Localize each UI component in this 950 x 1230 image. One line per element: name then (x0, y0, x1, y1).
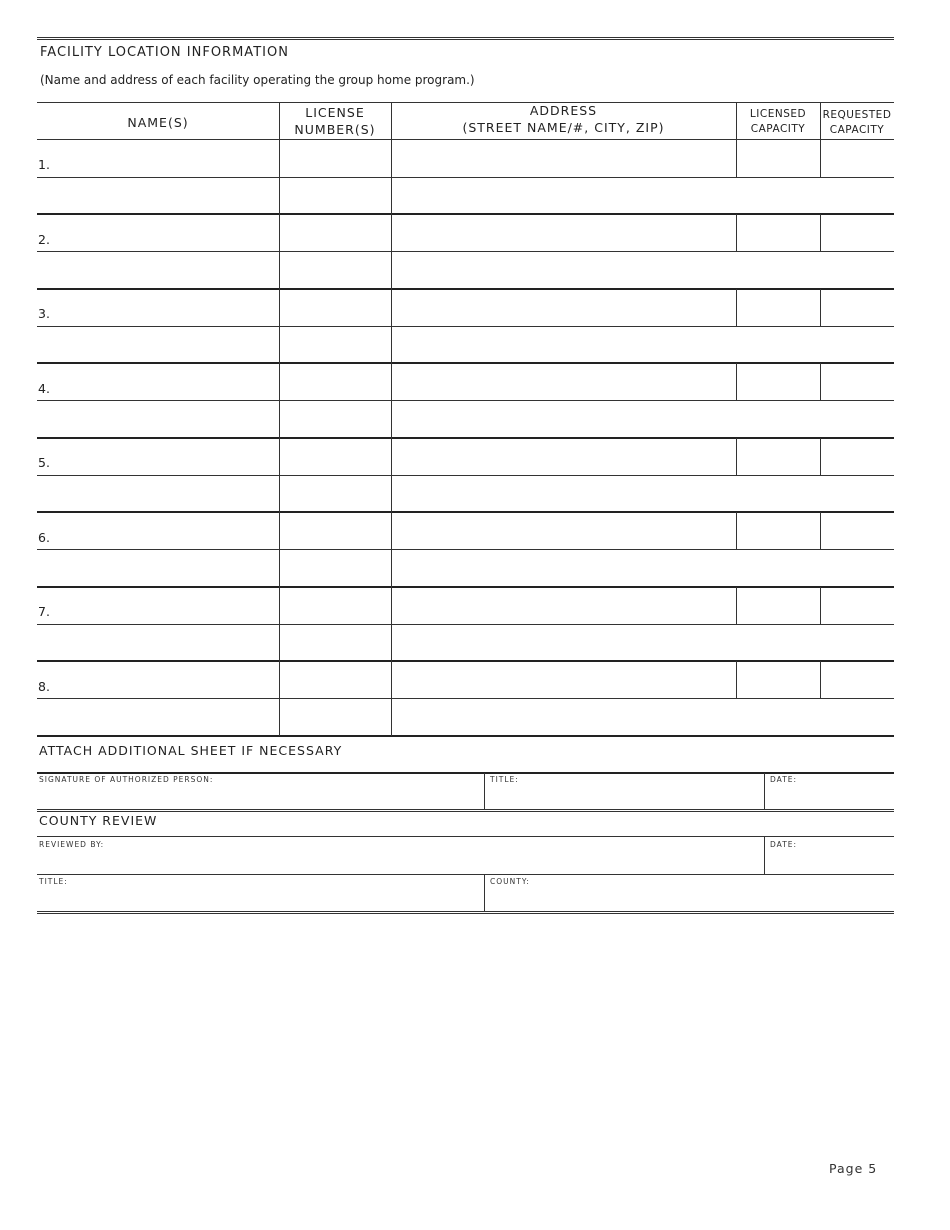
signature-title-field[interactable] (485, 773, 764, 809)
header-licensed-line1: LICENSED (749, 108, 807, 120)
capacity-divider (736, 363, 737, 400)
header-requested-line2: CAPACITY (829, 124, 885, 136)
county-review-title-field[interactable] (37, 875, 484, 911)
row-number: 1. (38, 157, 50, 172)
county-label: COUNTY: (490, 877, 530, 886)
signature-label: SIGNATURE OF AUTHORIZED PERSON: (39, 775, 214, 784)
row-split-rule (37, 698, 894, 699)
row-number: 6. (38, 530, 50, 545)
header-license-line2: NUMBER(S) (294, 122, 376, 137)
capacity-divider (820, 289, 821, 326)
attach-note: ATTACH ADDITIONAL SHEET IF NECESSARY (39, 743, 343, 758)
header-address (391, 102, 736, 136)
page-number: Page 5 (829, 1161, 878, 1176)
row-split-rule (37, 400, 894, 401)
reviewed-by-field[interactable] (37, 837, 764, 874)
section-subtitle: (Name and address of each facility operating the group home program.) (40, 73, 475, 87)
row-number: 2. (38, 232, 50, 247)
header-licensed-capacity (736, 107, 820, 137)
capacity-divider (820, 587, 821, 624)
header-address-line1: ADDRESS (529, 103, 598, 118)
reviewed-by-label: REVIEWED BY: (39, 840, 105, 849)
capacity-divider (820, 139, 821, 177)
signature-date-label: DATE: (770, 775, 798, 784)
row-group-rule (37, 437, 894, 439)
county-review-title: COUNTY REVIEW (39, 813, 158, 828)
row-number: 5. (38, 455, 50, 470)
row-number: 4. (38, 381, 50, 396)
county-review-double-rule (37, 809, 894, 812)
header-requested-line1: REQUESTED (822, 109, 892, 121)
signature-title-label: TITLE: (490, 775, 519, 784)
section-title: FACILITY LOCATION INFORMATION (40, 45, 289, 60)
header-names (37, 114, 279, 131)
row-split-rule (37, 624, 894, 625)
row-group-rule (37, 660, 894, 662)
top-double-rule (37, 37, 894, 40)
row-split-rule (37, 326, 894, 327)
header-license (279, 104, 391, 138)
row-number: 3. (38, 306, 50, 321)
address-column-divider (391, 139, 392, 736)
capacity-divider (736, 139, 737, 177)
row-group-rule (37, 362, 894, 364)
signature-field[interactable] (37, 773, 484, 809)
row-group-rule (37, 511, 894, 513)
capacity-divider (820, 661, 821, 698)
capacity-divider (736, 214, 737, 251)
capacity-divider (820, 363, 821, 400)
capacity-divider (736, 512, 737, 549)
bottom-double-rule (37, 911, 894, 914)
capacity-divider (736, 289, 737, 326)
row-split-rule (37, 549, 894, 550)
row-number: 8. (38, 679, 50, 694)
capacity-divider (820, 214, 821, 251)
county-review-date-field[interactable] (765, 837, 894, 874)
header-names-label: NAME(S) (127, 115, 189, 130)
capacity-divider (820, 512, 821, 549)
county-field[interactable] (485, 875, 894, 911)
header-address-line2: (STREET NAME/#, CITY, ZIP) (462, 120, 665, 135)
county-review-title-label: TITLE: (39, 877, 68, 886)
signature-date-field[interactable] (765, 773, 894, 809)
capacity-divider (820, 438, 821, 475)
row-group-rule (37, 213, 894, 215)
license-column-divider (279, 139, 280, 736)
row-number: 7. (38, 604, 50, 619)
row-group-rule (37, 586, 894, 588)
header-licensed-line2: CAPACITY (750, 123, 806, 135)
row-split-rule (37, 177, 894, 178)
capacity-divider (736, 661, 737, 698)
row-group-rule (37, 288, 894, 290)
header-license-line1: LICENSE (305, 105, 365, 120)
capacity-divider (736, 587, 737, 624)
header-requested-capacity (820, 108, 894, 138)
row-split-rule (37, 251, 894, 252)
table-bottom-rule (37, 735, 894, 737)
capacity-divider (736, 438, 737, 475)
county-review-date-label: DATE: (770, 840, 798, 849)
row-split-rule (37, 475, 894, 476)
